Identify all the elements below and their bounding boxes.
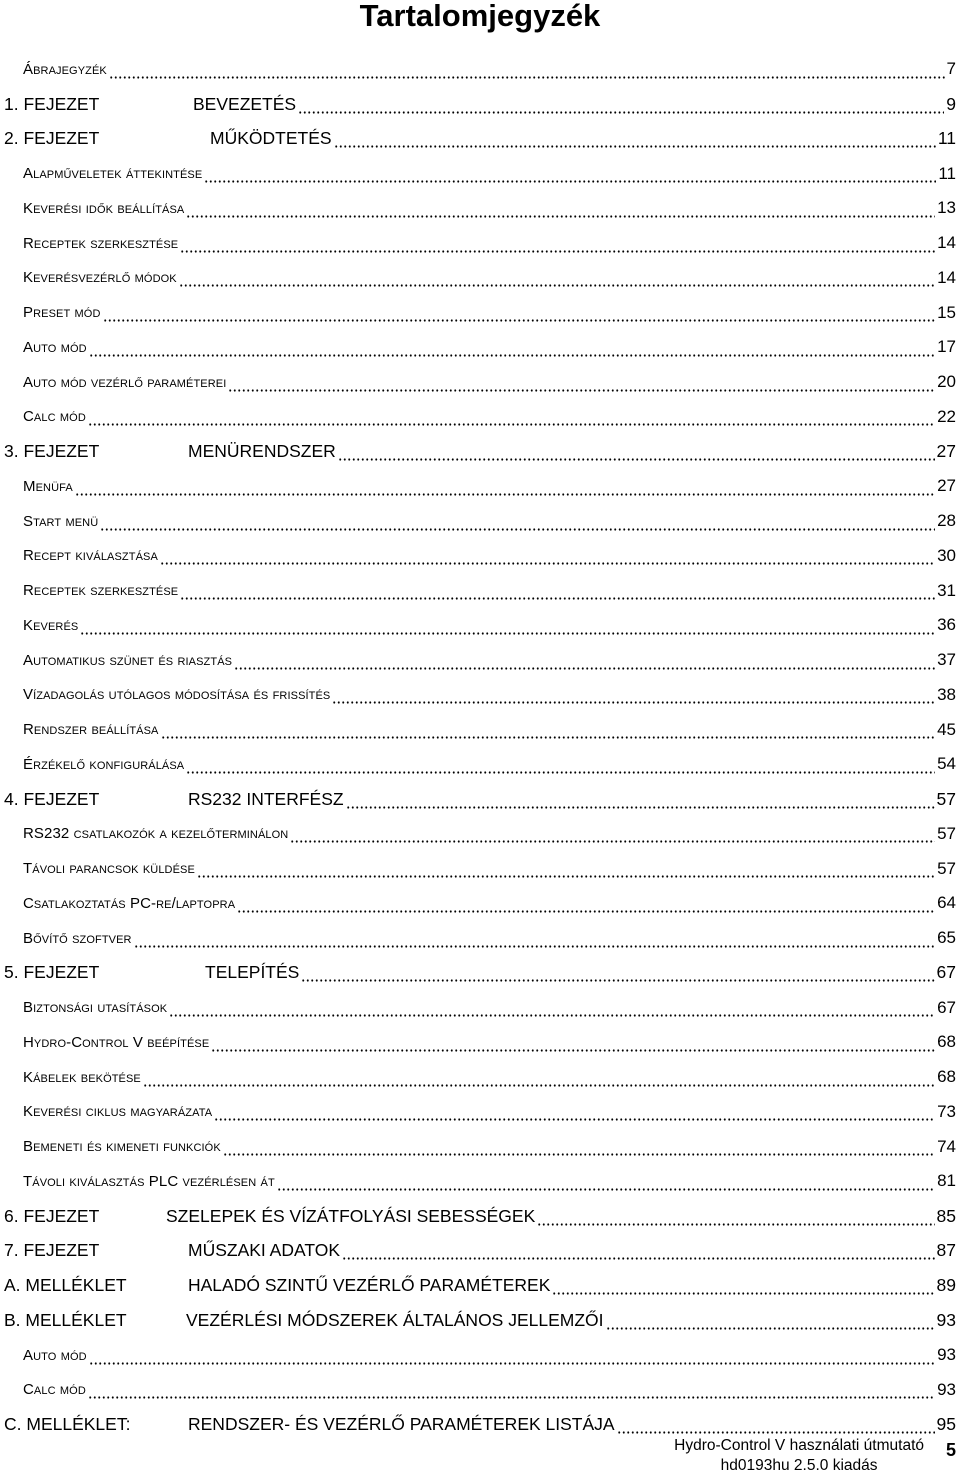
toc-section-entry[interactable] <box>0 1164 960 1199</box>
toc-page-number: 27 <box>936 441 956 462</box>
toc-page-number: 30 <box>937 545 956 565</box>
toc-chapter-entry[interactable] <box>0 122 960 157</box>
toc-chapter-heading <box>0 94 296 115</box>
toc-page-number: 89 <box>936 1275 956 1296</box>
toc-page-number: 14 <box>937 233 956 253</box>
toc-page-number: 64 <box>937 893 956 913</box>
toc-section-entry[interactable] <box>0 156 960 191</box>
dot-leader <box>277 1175 935 1191</box>
toc-section-entry[interactable] <box>0 52 960 87</box>
toc-page-number: 57 <box>936 788 956 809</box>
dot-leader <box>301 966 934 982</box>
toc-page-number: 17 <box>937 337 956 357</box>
toc-chapter-heading <box>0 1240 340 1261</box>
dot-leader <box>537 1210 934 1226</box>
toc-chapter-number: 2. FEJEZET <box>4 128 100 149</box>
toc-page-number: 38 <box>937 684 956 704</box>
toc-section-entry[interactable] <box>0 295 960 330</box>
toc-page-number: 65 <box>937 928 956 948</box>
toc-chapter-number: 4. FEJEZET <box>4 788 100 809</box>
toc-page-number: 73 <box>937 1101 956 1121</box>
dot-leader <box>134 932 936 948</box>
toc-section-title: Calc mód <box>23 408 86 426</box>
toc-section-entry[interactable] <box>0 990 960 1025</box>
dot-leader <box>169 1001 935 1017</box>
dot-leader <box>180 584 935 600</box>
toc-page-number: 14 <box>937 267 956 287</box>
toc-section-title: Auto mód <box>23 338 87 356</box>
toc-section-entry[interactable] <box>0 1095 960 1130</box>
dot-leader <box>80 619 935 635</box>
dot-leader <box>237 897 935 913</box>
dot-leader <box>186 758 935 774</box>
dot-leader <box>617 1418 935 1434</box>
toc-section-entry[interactable] <box>0 921 960 956</box>
toc-page-number: 22 <box>937 406 956 426</box>
toc-chapter-title: BEVEZETÉS <box>193 93 297 114</box>
footer-page-number: 5 <box>945 1440 956 1460</box>
toc-section-title: Biztonsági utasítások <box>23 999 168 1017</box>
toc-section-entry[interactable] <box>0 643 960 678</box>
dot-leader <box>228 376 935 392</box>
toc-chapter-entry[interactable] <box>0 956 960 991</box>
toc-section-title: Keverés <box>23 616 79 634</box>
dot-leader <box>346 793 935 809</box>
toc-section-title: Keverési ciklus magyarázata <box>23 1103 213 1121</box>
toc-chapter-title: SZELEPEK ÉS VÍZÁTFOLYÁSI SEBESSÉGEK <box>166 1205 536 1226</box>
dot-leader <box>143 1071 935 1087</box>
toc-page-number: 85 <box>936 1205 956 1226</box>
dot-leader <box>88 410 935 426</box>
toc-section-entry[interactable] <box>0 851 960 886</box>
dot-leader <box>179 271 935 287</box>
toc-section-entry[interactable] <box>0 1025 960 1060</box>
toc-section-entry[interactable] <box>0 712 960 747</box>
footer-edition: hd0193hu 2.5.0 kiadás <box>720 1457 878 1474</box>
toc-section-entry[interactable] <box>0 608 960 643</box>
toc-section-entry[interactable] <box>0 573 960 608</box>
toc-section-title: Auto mód <box>23 1346 87 1364</box>
toc-chapter-entry[interactable] <box>0 1303 960 1338</box>
toc-page-number: 81 <box>937 1171 956 1191</box>
toc-page-number: 93 <box>937 1345 956 1365</box>
toc-page-number: 28 <box>937 511 956 531</box>
dot-leader <box>100 515 935 531</box>
toc-page-number: 15 <box>937 302 956 322</box>
toc-chapter-title: MENÜRENDSZER <box>188 441 336 462</box>
toc-section-entry[interactable] <box>0 1129 960 1164</box>
dot-leader <box>197 862 935 878</box>
toc-chapter-entry[interactable] <box>0 434 960 469</box>
toc-section-entry[interactable] <box>0 539 960 574</box>
toc-section-entry[interactable] <box>0 330 960 365</box>
toc-page-number: 54 <box>937 754 956 774</box>
toc-chapter-number: 5. FEJEZET <box>4 962 100 983</box>
toc-section-title: Receptek szerkesztése <box>23 234 179 252</box>
toc-chapter-heading <box>0 1310 604 1331</box>
toc-chapter-number: C. MELLÉKLET: <box>4 1414 131 1435</box>
toc-page-number: 87 <box>936 1240 956 1261</box>
toc-section-entry[interactable] <box>0 1373 960 1408</box>
dot-leader <box>332 688 935 704</box>
dot-leader <box>214 1105 935 1121</box>
toc-section-title: Menüfa <box>23 477 73 495</box>
toc-section-entry[interactable] <box>0 1060 960 1095</box>
toc-page-number: 93 <box>936 1309 956 1330</box>
toc-section-title: Kábelek bekötése <box>23 1068 141 1086</box>
page-title: Tartalomjegyzék <box>359 0 601 33</box>
toc-section-title: Érzékelő konfigurálása <box>23 755 185 773</box>
toc-section-title: Preset mód <box>23 304 101 322</box>
dot-leader <box>89 341 935 357</box>
toc-chapter-heading <box>0 1206 535 1227</box>
dot-leader <box>334 132 936 148</box>
toc-section-entry[interactable] <box>0 191 960 226</box>
dot-leader <box>234 654 935 670</box>
toc-page-number: 74 <box>937 1136 956 1156</box>
toc-chapter-title: MŰKÖDTETÉS <box>210 128 332 149</box>
toc-section-title: Vízadagolás utólagos módosítása és frissítés <box>23 686 331 704</box>
toc-section-title: Auto mód vezérlő paraméterei <box>23 373 227 391</box>
toc-section-title: Start menü <box>23 512 99 530</box>
toc-chapter-number: B. MELLÉKLET <box>4 1309 127 1330</box>
toc-section-title: Távoli parancsok küldése <box>23 860 195 878</box>
toc-section-entry[interactable] <box>0 504 960 539</box>
toc-section-title: Bővítő szoftver <box>23 929 132 947</box>
dot-leader <box>186 202 935 218</box>
toc-page-number: 95 <box>936 1414 956 1435</box>
toc-page-number: 37 <box>937 650 956 670</box>
footer-manual-title: Hydro-Control V használati útmutató <box>674 1437 924 1454</box>
toc-page-number: 68 <box>937 1032 956 1052</box>
dot-leader <box>211 1036 935 1052</box>
toc-chapter-number: 1. FEJEZET <box>4 93 100 114</box>
toc-section-title: Keverésvezérlő módok <box>23 269 177 287</box>
toc-section-entry[interactable] <box>0 678 960 713</box>
dot-leader <box>88 1383 935 1399</box>
toc-section-entry[interactable] <box>0 886 960 921</box>
dot-leader <box>290 827 935 843</box>
toc-page-number: 7 <box>946 59 956 79</box>
toc-section-title: Recept kiválasztása <box>23 547 158 565</box>
toc-section-title: Keverési idők beállítása <box>23 199 185 217</box>
toc-chapter-title: VEZÉRLÉSI MÓDSZEREK ÁLTALÁNOS JELLEMZŐI <box>186 1309 604 1330</box>
toc-section-entry[interactable] <box>0 1338 960 1373</box>
dot-leader <box>103 306 936 322</box>
toc-section-title: Calc mód <box>23 1381 86 1399</box>
toc-section-title: RS232 csatlakozók a kezelőterminálon <box>23 825 289 843</box>
toc-section-entry[interactable] <box>0 226 960 261</box>
toc-chapter-title: TELEPÍTÉS <box>205 962 300 983</box>
toc-chapter-entry[interactable] <box>0 782 960 817</box>
toc-page-number: 45 <box>937 719 956 739</box>
toc-chapter-title: RENDSZER- ÉS VEZÉRLŐ PARAMÉTEREK LISTÁJA <box>188 1414 615 1435</box>
toc-section-title: Alapműveletek áttekintése <box>23 165 203 183</box>
toc-section-title: Bemeneti és kimeneti funkciók <box>23 1138 221 1156</box>
toc-chapter-number: 6. FEJEZET <box>4 1205 100 1226</box>
dot-leader <box>160 549 935 565</box>
toc-page-number: 13 <box>937 198 956 218</box>
toc-chapter-heading <box>0 1275 550 1296</box>
dot-leader <box>204 167 936 183</box>
toc-section-title: Automatikus szünet és riasztás <box>23 651 233 669</box>
toc-page-number: 93 <box>937 1379 956 1399</box>
toc-page-number: 68 <box>937 1067 956 1087</box>
dot-leader <box>223 1140 935 1156</box>
toc-chapter-heading <box>0 128 332 149</box>
toc-page-number: 27 <box>937 476 956 496</box>
toc-section-entry[interactable] <box>0 365 960 400</box>
toc-section-title: Rendszer beállítása <box>23 721 159 739</box>
dot-leader <box>338 445 935 461</box>
toc-chapter-title: RS232 INTERFÉSZ <box>188 788 344 809</box>
toc-chapter-entry[interactable] <box>0 87 960 122</box>
toc-chapter-heading <box>0 1414 615 1435</box>
footer <box>674 1436 924 1476</box>
toc-page-number: 57 <box>937 823 956 843</box>
toc-chapter-entry[interactable] <box>0 1199 960 1234</box>
toc-chapter-number: 3. FEJEZET <box>4 441 100 462</box>
dot-leader <box>109 63 945 79</box>
toc-section-entry[interactable] <box>0 261 960 296</box>
toc-section-title: Receptek szerkesztése <box>23 582 179 600</box>
toc-chapter-entry[interactable] <box>0 1268 960 1303</box>
dot-leader <box>161 723 936 739</box>
toc-section-entry[interactable] <box>0 747 960 782</box>
toc-chapter-number: A. MELLÉKLET <box>4 1275 127 1296</box>
toc-chapter-heading <box>0 789 344 810</box>
toc-chapter-entry[interactable] <box>0 1234 960 1269</box>
dot-leader <box>180 237 935 253</box>
dot-leader <box>552 1279 934 1295</box>
toc-page-number: 57 <box>937 858 956 878</box>
toc-page-number: 11 <box>938 163 956 183</box>
toc-section-entry[interactable] <box>0 469 960 504</box>
toc-page-number: 31 <box>937 580 956 600</box>
toc-page-number: 67 <box>937 997 956 1017</box>
toc-chapter-title: MŰSZAKI ADATOK <box>188 1240 341 1261</box>
toc-page-number: 36 <box>937 615 956 635</box>
toc-section-title: Távoli kiválasztás PLC vezérlésen át <box>23 1172 275 1190</box>
toc-page-number: 9 <box>946 93 956 114</box>
toc-section-title: Ábrajegyzék <box>23 60 107 78</box>
toc-section-title: Hydro-Control V beépítése <box>23 1033 210 1051</box>
dot-leader <box>75 480 935 496</box>
dot-leader <box>342 1244 935 1260</box>
toc-section-title: Csatlakoztatás PC-re/laptopra <box>23 894 236 912</box>
toc-chapter-heading <box>0 441 336 462</box>
toc-page-number: 20 <box>937 372 956 392</box>
toc-chapter-heading <box>0 962 299 983</box>
dot-leader <box>89 1349 935 1365</box>
dot-leader <box>298 98 944 114</box>
toc-page-number: 67 <box>936 962 956 983</box>
toc-section-entry[interactable] <box>0 400 960 435</box>
toc-page-number: 11 <box>937 128 956 149</box>
dot-leader <box>606 1314 935 1330</box>
toc-chapter-title: HALADÓ SZINTŰ VEZÉRLŐ PARAMÉTEREK <box>188 1275 551 1296</box>
toc-section-entry[interactable] <box>0 817 960 852</box>
toc-chapter-number: 7. FEJEZET <box>4 1240 100 1261</box>
